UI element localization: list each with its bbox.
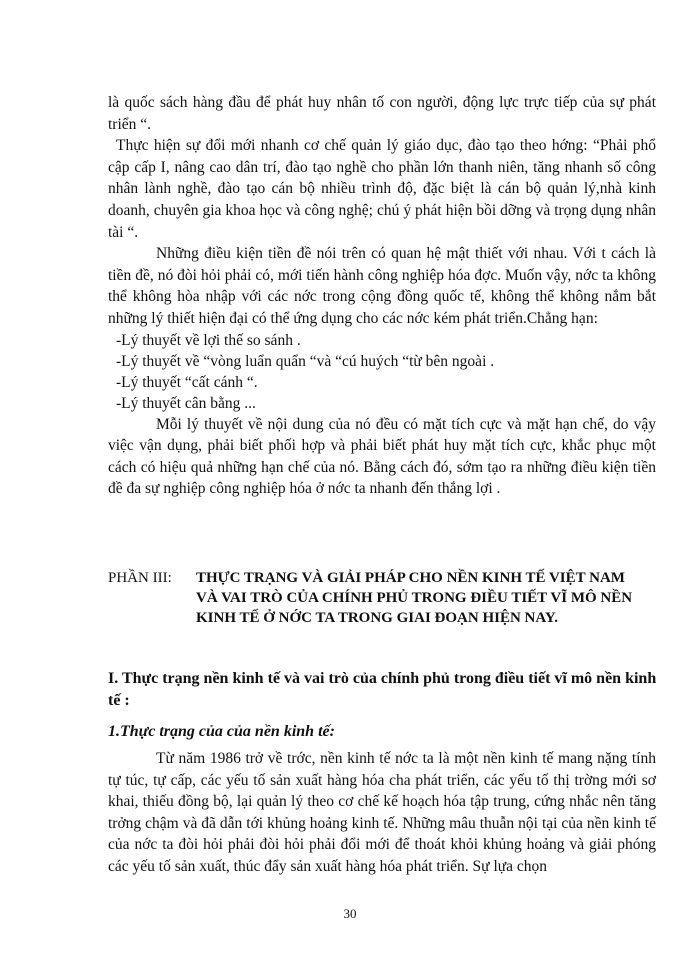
list-item: -Lý thuyết cân bằng ... bbox=[116, 394, 256, 412]
paragraph-2: Thực hiện sự đổi mới nhanh cơ chế quản lý giáo dục, đào tạo theo hớng: “Phải phổ cập cấp I, nâng cao dân trí, đào tạo nghề cho phần lớn thanh niên, tăng nhanh số công nhân lành nghề, đào tạo cán bộ nhiều trình độ, đặc biệt là cán bộ quản lý,nhà kinh doanh, chuyên gia khoa học và công nghệ; chú ý phát hiện bồi dỡng và trọng dụng nhân tài “. bbox=[108, 137, 656, 241]
list-item: -Lý thuyết về lợi thế so sánh . bbox=[116, 331, 301, 349]
subsection-1-paragraph: Từ năm 1986 trở về trớc, nền kinh tế nớc ta là một nền kinh tế mang nặng tính tự túc, tự cấp, các yếu tố sản xuất hàng hóa cha phát triển, các yếu tố thị trờng mới sơ khai, thiếu đồng bộ, lại quản lý theo cơ chế kế hoạch hóa tập trung, cứng nhắc nên tăng trởng chậm và đã dẫn tới khủng hoảng kinh tế. Những mâu thuẫn nội tại của nền kinh tế của nớc ta đòi hỏi phải đòi hỏi phải đổi mới để thoát khỏi khủng hoảng và giải phóng các yếu tố sản xuất, thúc đẩy sản xuất hàng hóa phát triển. Sự lựa chọn bbox=[108, 750, 656, 875]
theory-list bbox=[108, 330, 656, 414]
list-item: -Lý thuyết về “vòng luẩn quẩn “và “cú huých “từ bên ngoài . bbox=[116, 352, 495, 370]
list-item: -Lý thuyết “cất cánh “. bbox=[116, 373, 258, 391]
body-text-top bbox=[108, 92, 656, 500]
paragraph-4: Mỗi lý thuyết về nội dung của nó đều có mặt tích cực và mặt hạn chế, do vậy việc vận dụng, phải biết phối hợp và phải biết phát huy mặt tích cực, khắc phục một cách có hiệu quả những hạn chế của nó. Bằng cách đó, sớm tạo ra những điều kiện tiền đề đa sự nghiệp công nghiệp hóa ở nớc ta nhanh đến thắng lợi . bbox=[108, 415, 656, 498]
section-1-title: I. Thực trạng nền kinh tế và vai trò của chính phủ trong điều tiết vĩ mô nền kinh tế : bbox=[108, 670, 657, 709]
paragraph-3: Những điều kiện tiền đề nói trên có quan hệ mật thiết với nhau. Với t cách là tiền đề, nó đòi hỏi phải có, mới tiến hành công nghiệp hóa đợc. Muốn vậy, nớc ta không thể không hòa nhập với các nớc trong cộng đồng quốc tế, không thể không nắm bắt những lý thiết hiện đại có thể ứng dụng cho các nớc kém phát triển.Chẳng hạn: bbox=[108, 245, 656, 327]
part-3-title: THỰC TRẠNG VÀ GIẢI PHÁP CHO NỀN KINH TẾ VIỆT NAM VÀ VAI TRÒ CỦA CHÍNH PHỦ TRONG ĐIỀU TIẾT VĨ MÔ NỀN KINH TẾ Ở NỚC TA TRONG GIAI ĐOẠN HIỆN NAY. bbox=[196, 570, 633, 626]
body-text-bottom bbox=[108, 748, 656, 878]
paragraph-1: là quốc sách hàng đầu để phát huy nhân tố con người, động lực trực tiếp của sự phát triển “. bbox=[108, 94, 656, 133]
subsection-1-title: 1.Thực trạng của của nền kinh tế: bbox=[108, 723, 335, 740]
part-3-label: PHẦN III: bbox=[108, 570, 172, 586]
page-number: 30 bbox=[343, 906, 357, 921]
